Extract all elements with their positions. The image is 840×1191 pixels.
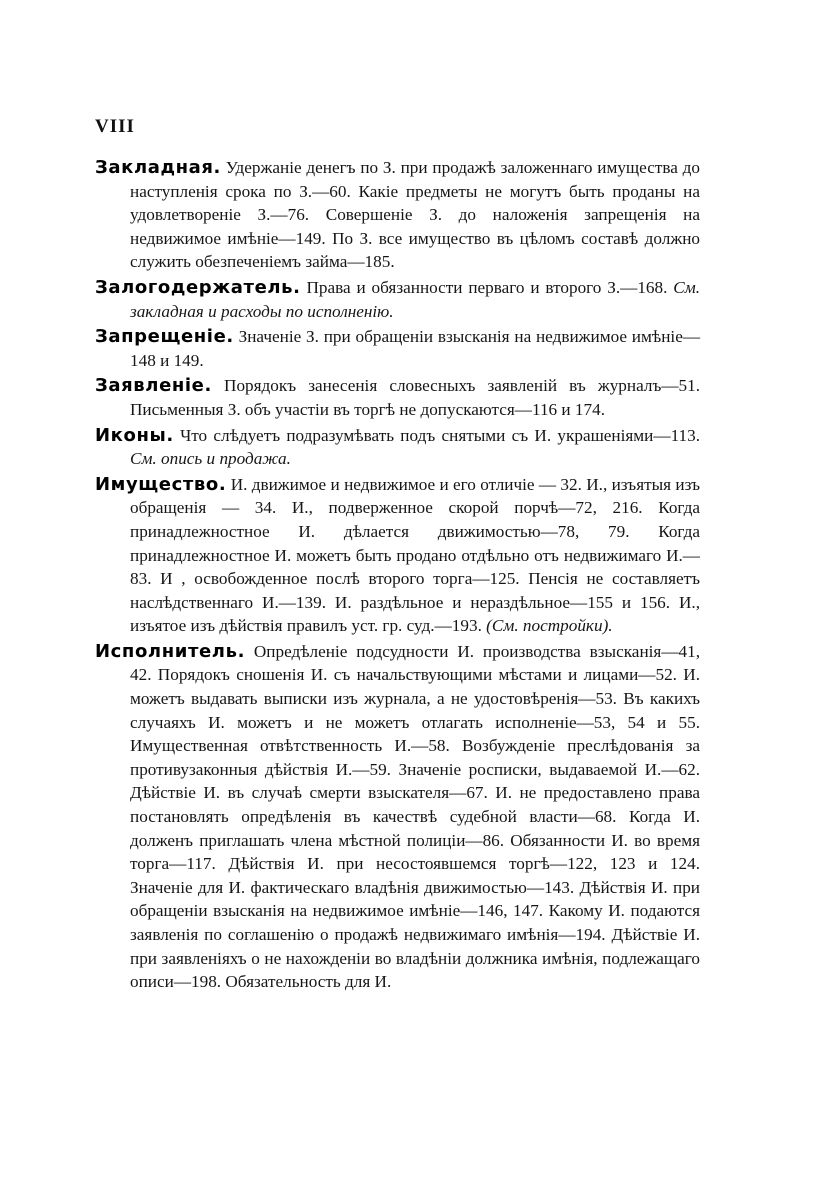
index-entry-zakladnaya — [95, 156, 700, 274]
index-entry-zalogoderzhatel — [95, 276, 700, 323]
page-number: VIII — [95, 116, 135, 137]
entry-text: Права и обязанности перваго и второго З.—168. — [306, 277, 668, 297]
entry-term: Закладная. — [95, 157, 221, 178]
entry-term: Иконы. — [95, 424, 174, 446]
entry-text: Опредѣленіе подсудности И. производства взысканія—41, 42. Порядокъ сношенія И. съ начальствующими мѣстами и лицами—52. И. можетъ выдавать выписки изъ журнала, а не удостовѣренія—53. Въ какихъ случаяхъ И. можетъ и не можетъ отлагать исполненіе—53, 54 и 55. Имущественная отвѣтственность И.—58. Возбужденіе преслѣдованія за противузаконныя дѣйствія И.—59. Значеніе росписки, выдаваемой И.—62. Дѣйствіе И. въ случаѣ смерти взыскателя—67. И. не предоставлено права постановлять опредѣленія въ качествѣ судебной власти—68. Когда И. долженъ приглашать члена мѣстной полиціи—86. Обязанности И. во время торга—117. Дѣйствія И. при несостоявшемся торгѣ—122, 123 и 124. Значеніе для И. фактическаго владѣнія движимостью—143. Дѣйствія И. при обращеніи взысканія на недвижимое имѣніе—146, 147. Какому И. подаются заявленія по соглашенію о продажѣ недвижимаго имѣнія—194. Дѣйствіе И. при заявленіяхъ о не нахожденіи во владѣніи должника имѣнія, подлежащаго описи—198. Обязательность для И. — [130, 641, 700, 992]
entry-term: Заявленіе. — [95, 375, 212, 397]
entry-cross-reference: См. закладная и расходы по исполненію. — [130, 277, 700, 321]
subject-index — [95, 156, 700, 996]
index-entry-zapreshchenie — [95, 325, 700, 372]
entry-text: Значеніе З. при обращеніи взысканія на недвижимое имѣніе—148 и 149. — [130, 327, 701, 370]
entry-term: Залогодержатель. — [95, 276, 301, 298]
entry-term: Имущество. — [95, 473, 227, 495]
entry-cross-reference: (См. постройки). — [486, 616, 613, 636]
entry-term: Запрещеніе. — [95, 326, 234, 348]
index-entry-ispolnitel — [95, 640, 700, 994]
entry-cross-reference: См. опись и продажа. — [130, 449, 291, 469]
entry-text: Удержаніе денегъ по З. при продажѣ заложеннаго имущества до наступленія срока по З.—60. Какіе предметы не могутъ быть проданы на удовлетвореніе З.—76. Совершеніе З. до наложенія запрещенія на недвижимое имѣніе—149. По З. все имущество въ цѣломъ составѣ должно служить обезпеченіемъ займа—185. — [130, 158, 701, 272]
index-entry-imushchestvo — [95, 473, 700, 638]
entry-text: Порядокъ занесенія словесныхъ заявленій въ журналъ—51. Письменныя З. объ участіи въ торгѣ не допускаются—116 и 174. — [130, 376, 700, 419]
entry-term: Исполнитель. — [95, 640, 246, 662]
index-entry-zayavlenie — [95, 374, 700, 421]
entry-text: Что слѣдуетъ подразумѣвать подъ снятыми съ И. украшеніями—113. — [180, 425, 701, 445]
entry-text: И. движимое и недвижимое и его отличіе — 32. И., изъятыя изъ обращенія — 34. И., подверженное скорой порчѣ—72, 216. Когда принадлежностное И. дѣлается движимостью—78, 79. Когда принадлежностное И. можетъ быть продано отдѣльно отъ недвижимаго И.—83. И , освобожденное послѣ второго торга—125. Пенсія не составляетъ наслѣдственнаго И.—139. И. раздѣльное и нераздѣльное—155 и 156. И., изъятое изъ дѣйствія правилъ уст. гр. суд.—193. — [130, 474, 700, 636]
index-entry-ikony — [95, 424, 700, 471]
